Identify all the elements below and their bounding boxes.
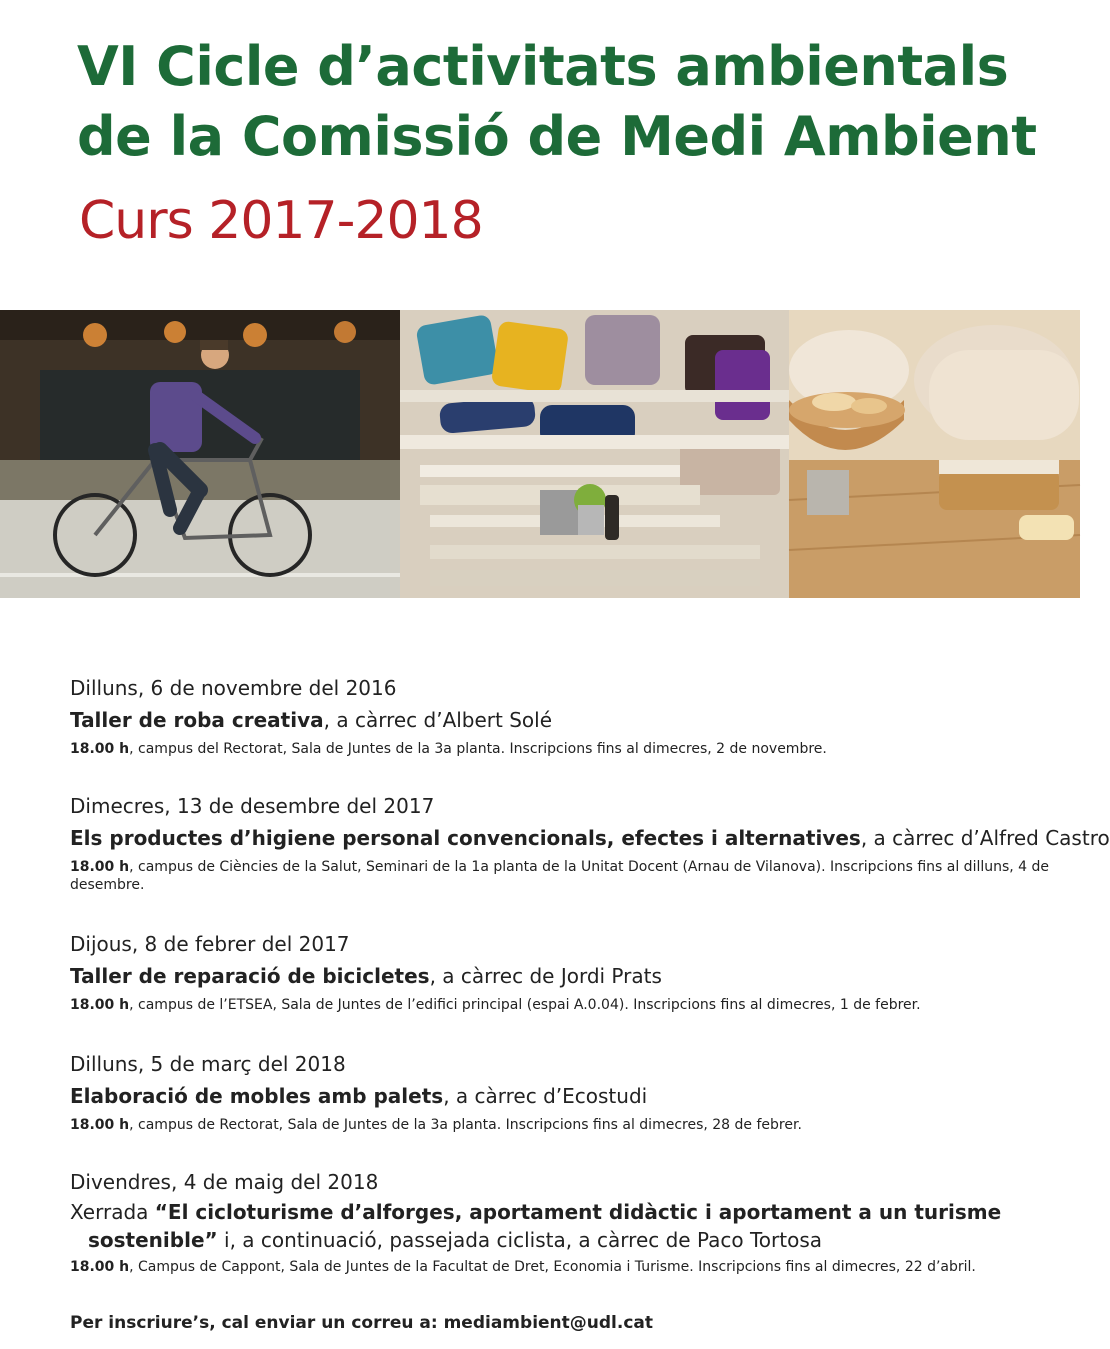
event-1: [70, 672, 827, 758]
event-time: 18.00 h: [70, 1117, 130, 1133]
event-title: Els productes d’higiene personal convencionals, efectes i alternatives: [70, 826, 861, 850]
event-date: Dijous, 8 de febrer del 2017: [70, 932, 350, 956]
event-title: “El cicloturisme d’alforges, aportament didàctic i aportament a un turisme sostenible”: [88, 1200, 1002, 1252]
event-details: [70, 740, 827, 758]
event-location: , campus del Rectorat, Sala de Juntes de la 3a planta. Inscripcions fins al dimecres, 2 de novembre.: [129, 741, 827, 757]
event-title: Taller de reparació de bicicletes: [70, 964, 430, 988]
event-details: [70, 858, 1110, 894]
event-title: Taller de roba creativa: [70, 708, 324, 732]
event-speaker: , a càrrec de Jordi Prats: [429, 964, 662, 988]
natural-hygiene-photo: [789, 310, 1080, 598]
event-5: [70, 1166, 1060, 1276]
event-4: [70, 1048, 802, 1134]
event-location: , campus de Rectorat, Sala de Juntes de la 3a planta. Inscripcions fins al dimecres, 28 de febrer.: [129, 1117, 802, 1133]
event-details: [70, 996, 921, 1014]
event-headline: [70, 704, 827, 736]
event-date: Dilluns, 6 de novembre del 2016: [70, 676, 397, 700]
event-time: 18.00 h: [70, 859, 130, 875]
event-date: Divendres, 4 de maig del 2018: [70, 1170, 379, 1194]
cyclist-photo: [0, 310, 400, 598]
title-line-1: VI Cicle d’activitats ambientals: [77, 35, 1009, 98]
event-time: 18.00 h: [70, 1259, 130, 1275]
event-headline: [70, 1198, 1060, 1254]
title-line-2: de la Comissió de Medi Ambient: [77, 105, 1037, 168]
event-3: [70, 928, 921, 1014]
event-headline: [70, 822, 1110, 854]
pallet-furniture-photo: [400, 310, 789, 598]
event-speaker: , a càrrec d’Alfred Castro: [860, 826, 1110, 850]
photo-strip: [0, 310, 1080, 598]
registration-note: Per inscriure’s, cal enviar un correu a: mediambient@udl.cat: [70, 1313, 654, 1333]
pallet-illustration: [400, 310, 789, 598]
event-time: 18.00 h: [70, 741, 130, 757]
event-prefix: Xerrada: [70, 1200, 155, 1224]
event-headline: [70, 1080, 802, 1112]
event-date: Dimecres, 13 de desembre del 2017: [70, 794, 435, 818]
event-location: , campus de l’ETSEA, Sala de Juntes de l’edifici principal (espai A.0.04). Inscripcions fins al dimecres, 1 de febrer.: [129, 997, 921, 1013]
event-details: [70, 1258, 1060, 1276]
event-headline: [70, 960, 921, 992]
event-title: Elaboració de mobles amb palets: [70, 1084, 444, 1108]
page-subtitle: Curs 2017-2018: [79, 191, 483, 251]
event-time: 18.00 h: [70, 997, 130, 1013]
page-title: [77, 32, 1037, 172]
event-details: [70, 1116, 802, 1134]
event-location: , Campus de Cappont, Sala de Juntes de la Facultat de Dret, Economia i Turisme. Inscripcions fins al dimecres, 22 d’abril.: [129, 1259, 976, 1275]
event-date: Dilluns, 5 de març del 2018: [70, 1052, 346, 1076]
event-location: , campus de Ciències de la Salut, Seminari de la 1a planta de la Unitat Docent (Arnau de Vilanova). Inscripcions fins al dilluns, 4 de desembre.: [70, 859, 1050, 893]
event-2: [70, 790, 1110, 894]
cyclist-illustration: [0, 310, 400, 598]
event-speaker: i, a continuació, passejada ciclista, a càrrec de Paco Tortosa: [217, 1228, 823, 1252]
soap-illustration: [789, 310, 1080, 598]
event-speaker: , a càrrec d’Albert Solé: [323, 708, 553, 732]
event-speaker: , a càrrec d’Ecostudi: [443, 1084, 648, 1108]
